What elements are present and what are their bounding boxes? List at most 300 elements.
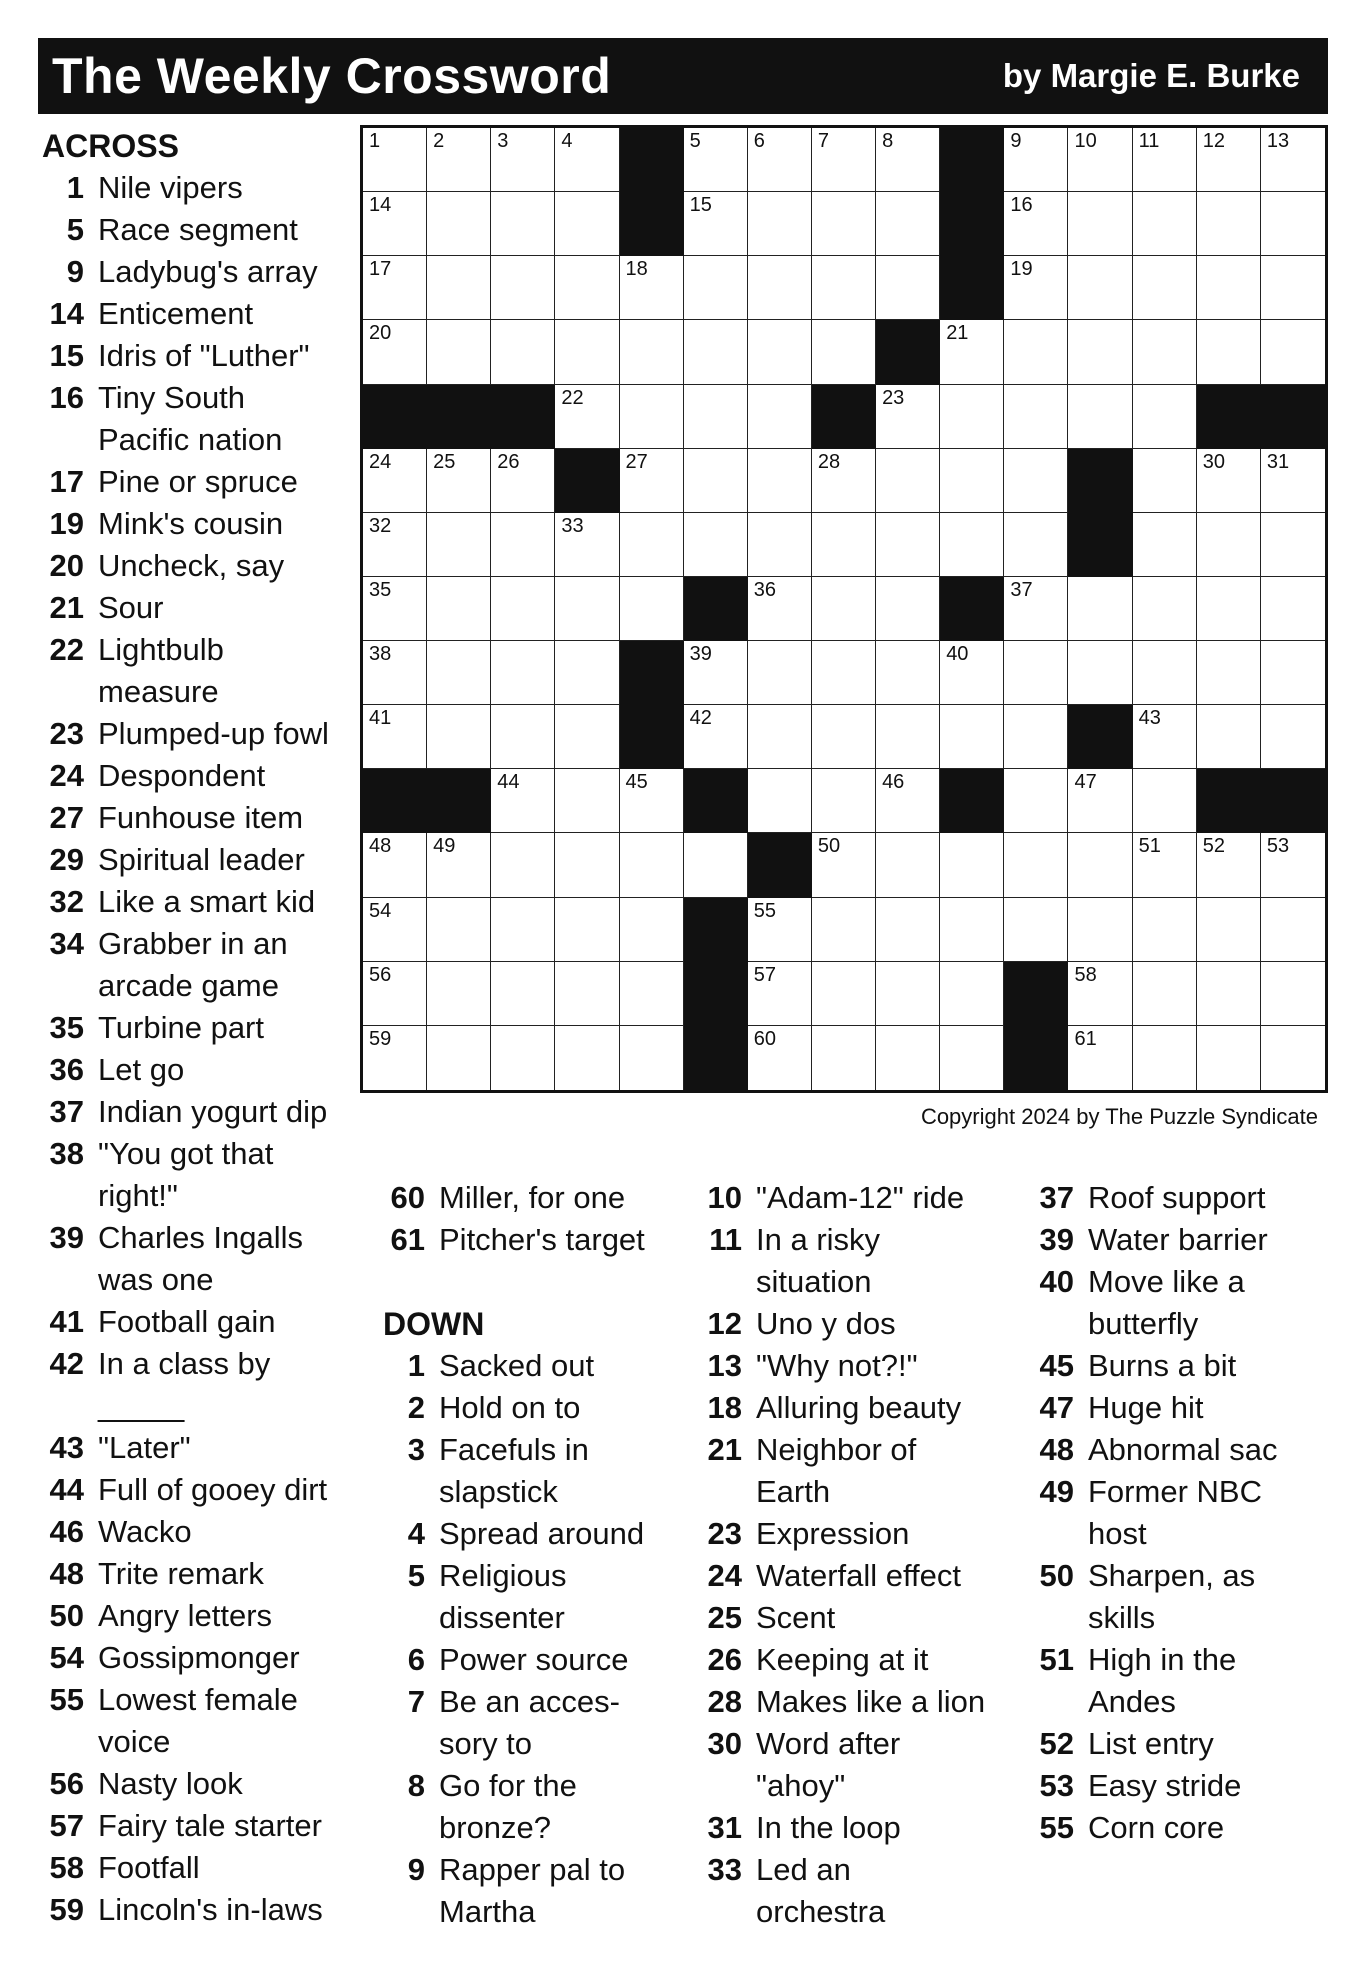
grid-cell[interactable]	[940, 962, 1004, 1026]
grid-cell[interactable]	[427, 577, 491, 641]
grid-cell[interactable]	[1197, 1026, 1261, 1090]
grid-cell[interactable]	[555, 577, 619, 641]
grid-block	[1197, 385, 1261, 449]
grid-cell[interactable]	[748, 1026, 812, 1090]
grid-cell[interactable]	[812, 1026, 876, 1090]
clue-number: 7	[407, 1684, 425, 1719]
grid-cell[interactable]	[1261, 128, 1325, 192]
grid-cell[interactable]	[427, 833, 491, 897]
clue-text: Charles Ingalls	[98, 1220, 304, 1255]
clue-number: 6	[407, 1642, 425, 1677]
grid-cell[interactable]	[1004, 513, 1068, 577]
cell-number: 50	[817, 835, 841, 858]
grid-cell[interactable]	[1068, 385, 1132, 449]
grid-cell[interactable]	[1133, 962, 1197, 1026]
grid-cell[interactable]	[748, 256, 812, 320]
grid-cell[interactable]	[1261, 577, 1325, 641]
grid-cell[interactable]	[940, 385, 1004, 449]
grid-cell[interactable]	[876, 705, 940, 769]
clue-number	[42, 1175, 84, 1217]
clue-number: 13	[707, 1348, 742, 1383]
clue-text: Plumped-up fowl	[98, 716, 329, 751]
grid-cell[interactable]	[363, 898, 427, 962]
grid-block	[684, 1026, 748, 1090]
grid-block	[620, 128, 684, 192]
grid-cell[interactable]	[876, 513, 940, 577]
grid-cell[interactable]	[1004, 641, 1068, 705]
grid-cell[interactable]	[427, 256, 491, 320]
grid-cell[interactable]	[491, 577, 555, 641]
grid-cell[interactable]	[427, 705, 491, 769]
grid-cell[interactable]	[1197, 320, 1261, 384]
grid-cell[interactable]	[1197, 962, 1261, 1026]
grid-cell[interactable]	[940, 449, 1004, 513]
clue-line	[42, 923, 352, 965]
grid-cell[interactable]	[940, 705, 1004, 769]
grid-cell[interactable]	[748, 898, 812, 962]
clue-line	[1032, 1597, 1332, 1639]
grid-cell[interactable]	[1133, 1026, 1197, 1090]
clue-number: 44	[49, 1472, 84, 1507]
grid-cell[interactable]	[491, 192, 555, 256]
clue-text: Gossipmonger	[98, 1640, 300, 1675]
cell-number: 53	[1266, 835, 1290, 858]
grid-cell[interactable]	[1068, 641, 1132, 705]
clue-text: Angry letters	[98, 1598, 273, 1633]
grid-cell[interactable]	[1004, 705, 1068, 769]
grid-cell[interactable]	[1133, 385, 1197, 449]
grid-cell[interactable]	[1004, 192, 1068, 256]
clue-line	[42, 1679, 352, 1721]
clue-line	[700, 1597, 1020, 1639]
clue-number: 43	[49, 1430, 84, 1465]
grid-cell[interactable]	[363, 641, 427, 705]
grid-cell[interactable]	[1261, 962, 1325, 1026]
grid-cell[interactable]	[1261, 256, 1325, 320]
grid-cell[interactable]	[1004, 449, 1068, 513]
grid-cell[interactable]	[876, 833, 940, 897]
grid-cell[interactable]	[363, 577, 427, 641]
grid-cell[interactable]	[1197, 449, 1261, 513]
clue-text: Pacific nation	[98, 422, 283, 457]
grid-cell[interactable]	[620, 1026, 684, 1090]
clue-line	[383, 1849, 693, 1891]
clue-line	[700, 1513, 1020, 1555]
grid-cell[interactable]	[1068, 320, 1132, 384]
clue-line	[1032, 1639, 1332, 1681]
grid-cell[interactable]	[1133, 769, 1197, 833]
grid-cell[interactable]	[940, 641, 1004, 705]
grid-cell[interactable]	[940, 320, 1004, 384]
grid-cell[interactable]	[1197, 128, 1261, 192]
grid-cell[interactable]	[363, 833, 427, 897]
grid-cell[interactable]	[427, 1026, 491, 1090]
grid-cell[interactable]	[1261, 320, 1325, 384]
cell-number: 47	[1074, 771, 1097, 794]
cell-number: 1	[369, 130, 381, 152]
grid-cell[interactable]	[748, 641, 812, 705]
grid-cell[interactable]	[940, 898, 1004, 962]
grid-cell[interactable]	[491, 898, 555, 962]
clue-number: 26	[707, 1642, 742, 1677]
grid-cell[interactable]	[1197, 513, 1261, 577]
grid-cell[interactable]	[1261, 641, 1325, 705]
clue-text: Be an acces-	[439, 1684, 620, 1719]
grid-cell[interactable]	[427, 641, 491, 705]
clue-text: was one	[98, 1262, 214, 1297]
clue-text: Earth	[756, 1474, 831, 1509]
clue-number: 50	[1039, 1558, 1074, 1593]
clue-line	[383, 1345, 693, 1387]
grid-cell[interactable]	[684, 385, 748, 449]
clue-text: host	[1088, 1516, 1147, 1551]
clue-text: "Later"	[98, 1430, 191, 1465]
grid-cell[interactable]	[812, 320, 876, 384]
grid-cell[interactable]	[491, 769, 555, 833]
grid-cell[interactable]	[1133, 192, 1197, 256]
clue-text: butterfly	[1088, 1306, 1199, 1341]
grid-cell[interactable]	[1133, 449, 1197, 513]
cell-number: 32	[369, 514, 392, 537]
grid-cell[interactable]	[427, 128, 491, 192]
grid-cell[interactable]	[940, 1026, 1004, 1090]
grid-cell[interactable]	[1004, 769, 1068, 833]
copyright-notice: Copyright 2024 by The Puzzle Syndicate	[920, 1104, 1318, 1129]
grid-cell[interactable]	[684, 449, 748, 513]
grid-cell[interactable]	[555, 128, 619, 192]
clue-text: Led an	[756, 1852, 851, 1887]
clue-number: 5	[66, 212, 84, 247]
grid-cell[interactable]	[1133, 320, 1197, 384]
grid-cell[interactable]	[555, 513, 619, 577]
grid-cell[interactable]	[1068, 577, 1132, 641]
grid-cell[interactable]	[620, 256, 684, 320]
grid-cell[interactable]	[491, 513, 555, 577]
grid-cell[interactable]	[363, 705, 427, 769]
grid-cell[interactable]	[1197, 898, 1261, 962]
clue-line	[42, 755, 352, 797]
clue-line	[1032, 1303, 1332, 1345]
grid-cell[interactable]	[1261, 898, 1325, 962]
grid-cell[interactable]	[812, 256, 876, 320]
clue-number: 57	[49, 1808, 84, 1843]
clue-number	[42, 965, 84, 1007]
grid-cell[interactable]	[748, 385, 812, 449]
grid-cell[interactable]	[748, 513, 812, 577]
grid-cell[interactable]	[684, 641, 748, 705]
clue-text: Sacked out	[439, 1348, 595, 1383]
grid-cell[interactable]	[1133, 898, 1197, 962]
grid-cell[interactable]	[812, 705, 876, 769]
grid-cell[interactable]	[1004, 833, 1068, 897]
grid-cell[interactable]	[876, 385, 940, 449]
grid-cell[interactable]	[555, 833, 619, 897]
clue-number: 28	[707, 1684, 742, 1719]
clue-text: High in the	[1088, 1642, 1237, 1677]
grid-cell[interactable]	[1197, 256, 1261, 320]
grid-cell[interactable]	[876, 641, 940, 705]
cell-number: 41	[369, 707, 392, 730]
grid-cell[interactable]	[1004, 320, 1068, 384]
grid-cell[interactable]	[684, 192, 748, 256]
grid-cell[interactable]	[1004, 128, 1068, 192]
grid-cell[interactable]	[620, 833, 684, 897]
grid-cell[interactable]	[1133, 128, 1197, 192]
clue-text: Keeping at it	[756, 1642, 929, 1677]
grid-cell[interactable]	[748, 577, 812, 641]
spacer	[383, 1261, 693, 1303]
grid-cell[interactable]	[1068, 1026, 1132, 1090]
clue-number: 40	[1039, 1264, 1074, 1299]
grid-cell[interactable]	[812, 641, 876, 705]
grid-cell[interactable]	[620, 898, 684, 962]
grid-cell[interactable]	[555, 705, 619, 769]
grid-cell[interactable]	[1261, 705, 1325, 769]
clue-number: 56	[49, 1766, 84, 1801]
grid-cell[interactable]	[1068, 192, 1132, 256]
clue-line	[700, 1807, 1020, 1849]
grid-cell[interactable]	[1261, 1026, 1325, 1090]
crossword-grid[interactable]	[360, 125, 1328, 1093]
grid-cell[interactable]	[1068, 833, 1132, 897]
grid-cell[interactable]	[748, 449, 812, 513]
clue-text: Move like a	[1088, 1264, 1245, 1299]
grid-cell[interactable]	[876, 1026, 940, 1090]
grid-cell[interactable]	[748, 320, 812, 384]
grid-cell[interactable]	[555, 898, 619, 962]
clue-number: 51	[1039, 1642, 1074, 1677]
grid-cell[interactable]	[1133, 833, 1197, 897]
grid-cell[interactable]	[555, 1026, 619, 1090]
grid-cell[interactable]	[491, 641, 555, 705]
grid-cell[interactable]	[684, 705, 748, 769]
grid-cell[interactable]	[620, 320, 684, 384]
clue-text: Andes	[1088, 1684, 1176, 1719]
grid-cell[interactable]	[491, 256, 555, 320]
clue-number: 39	[49, 1220, 84, 1255]
grid-cell[interactable]	[491, 833, 555, 897]
grid-cell[interactable]	[1068, 256, 1132, 320]
grid-cell[interactable]	[876, 898, 940, 962]
grid-cell[interactable]	[876, 128, 940, 192]
clue-text: Expression	[756, 1516, 910, 1551]
clue-line	[42, 1637, 352, 1679]
grid-cell[interactable]	[876, 962, 940, 1026]
clue-text: Corn core	[1088, 1810, 1225, 1845]
clue-line	[700, 1303, 1020, 1345]
grid-cell[interactable]	[555, 769, 619, 833]
grid-cell[interactable]	[427, 320, 491, 384]
clue-line	[700, 1261, 1020, 1303]
grid-cell[interactable]	[1261, 833, 1325, 897]
grid-cell[interactable]	[1133, 641, 1197, 705]
cell-number: 24	[369, 450, 392, 473]
clue-number	[383, 1891, 425, 1933]
grid-cell[interactable]	[620, 385, 684, 449]
grid-cell[interactable]	[620, 513, 684, 577]
grid-cell[interactable]	[1133, 513, 1197, 577]
grid-cell[interactable]	[491, 962, 555, 1026]
grid-cell[interactable]	[1197, 192, 1261, 256]
cell-number: 45	[625, 771, 648, 794]
grid-cell[interactable]	[363, 320, 427, 384]
grid-cell[interactable]	[363, 128, 427, 192]
grid-cell[interactable]	[876, 577, 940, 641]
cell-number: 20	[369, 322, 392, 345]
grid-cell[interactable]	[748, 192, 812, 256]
grid-cell[interactable]	[812, 898, 876, 962]
grid-cell[interactable]	[427, 962, 491, 1026]
clue-number: 29	[49, 842, 84, 877]
grid-cell[interactable]	[940, 513, 1004, 577]
grid-cell[interactable]	[620, 577, 684, 641]
grid-cell[interactable]	[748, 705, 812, 769]
grid-cell[interactable]	[1197, 577, 1261, 641]
grid-cell[interactable]	[491, 1026, 555, 1090]
grid-cell[interactable]	[684, 256, 748, 320]
puzzle-title: The Weekly Crossword	[52, 48, 612, 104]
clue-line	[700, 1639, 1020, 1681]
clue-line	[42, 629, 352, 671]
grid-cell[interactable]	[620, 449, 684, 513]
grid-cell[interactable]	[684, 128, 748, 192]
grid-cell[interactable]	[1197, 641, 1261, 705]
grid-cell[interactable]	[812, 962, 876, 1026]
grid-block	[1261, 385, 1325, 449]
grid-cell[interactable]	[1261, 513, 1325, 577]
clue-text: Scent	[756, 1600, 836, 1635]
grid-cell[interactable]	[620, 769, 684, 833]
clue-text: Spread around	[439, 1516, 645, 1551]
cell-number: 54	[369, 899, 392, 922]
grid-cell[interactable]	[812, 192, 876, 256]
clue-text: Huge hit	[1088, 1390, 1204, 1425]
grid-cell[interactable]	[940, 833, 1004, 897]
clue-text: Sharpen, as	[1088, 1558, 1256, 1593]
grid-cell[interactable]	[1133, 705, 1197, 769]
grid-cell[interactable]	[1197, 705, 1261, 769]
grid-cell[interactable]	[812, 833, 876, 897]
cell-number: 8	[882, 130, 894, 152]
grid-cell[interactable]	[1004, 577, 1068, 641]
grid-cell[interactable]	[1261, 192, 1325, 256]
grid-cell[interactable]	[748, 769, 812, 833]
grid-cell[interactable]	[812, 513, 876, 577]
grid-cell[interactable]	[491, 449, 555, 513]
grid-cell[interactable]	[812, 449, 876, 513]
grid-cell[interactable]	[427, 192, 491, 256]
grid-cell[interactable]	[1004, 898, 1068, 962]
grid-cell[interactable]	[555, 192, 619, 256]
clue-line	[42, 1889, 352, 1931]
grid-cell[interactable]	[1004, 385, 1068, 449]
grid-cell[interactable]	[363, 192, 427, 256]
clue-line	[42, 797, 352, 839]
grid-cell[interactable]	[1068, 128, 1132, 192]
grid-cell[interactable]	[812, 769, 876, 833]
clue-number: 31	[707, 1810, 742, 1845]
grid-cell[interactable]	[1068, 769, 1132, 833]
clue-line	[383, 1807, 693, 1849]
grid-cell[interactable]	[363, 449, 427, 513]
grid-cell[interactable]	[555, 641, 619, 705]
clue-number: 24	[707, 1558, 742, 1593]
grid-cell[interactable]	[1133, 256, 1197, 320]
clue-text: "You got that	[98, 1136, 274, 1171]
clue-section-heading: DOWN	[383, 1306, 485, 1342]
grid-block	[1004, 962, 1068, 1026]
clue-line	[42, 461, 352, 503]
grid-cell[interactable]	[1197, 833, 1261, 897]
grid-cell[interactable]	[876, 192, 940, 256]
clue-number: 37	[49, 1094, 84, 1129]
grid-cell[interactable]	[812, 128, 876, 192]
clue-line	[383, 1891, 693, 1933]
grid-cell[interactable]	[491, 705, 555, 769]
grid-cell[interactable]	[748, 128, 812, 192]
grid-cell[interactable]	[876, 256, 940, 320]
grid-cell[interactable]	[491, 128, 555, 192]
grid-cell[interactable]	[876, 449, 940, 513]
clue-number	[1032, 1681, 1074, 1723]
grid-cell[interactable]	[363, 513, 427, 577]
grid-block	[940, 256, 1004, 320]
grid-cell[interactable]	[491, 320, 555, 384]
grid-cell[interactable]	[427, 513, 491, 577]
grid-cell[interactable]	[876, 769, 940, 833]
grid-cell[interactable]	[812, 577, 876, 641]
clue-text: situation	[756, 1264, 872, 1299]
grid-cell[interactable]	[363, 1026, 427, 1090]
grid-cell[interactable]	[620, 962, 684, 1026]
clue-line	[383, 1597, 693, 1639]
grid-cell[interactable]	[1068, 898, 1132, 962]
clue-line	[42, 167, 352, 209]
clue-number: 20	[49, 548, 84, 583]
grid-cell[interactable]	[1068, 962, 1132, 1026]
grid-cell[interactable]	[427, 898, 491, 962]
clue-line	[700, 1345, 1020, 1387]
grid-cell[interactable]	[555, 320, 619, 384]
clue-line	[700, 1891, 1020, 1933]
clue-line	[42, 1343, 352, 1385]
grid-cell[interactable]	[1004, 256, 1068, 320]
grid-cell[interactable]	[555, 385, 619, 449]
grid-cell[interactable]	[684, 320, 748, 384]
clue-number: 42	[49, 1346, 84, 1381]
clue-number: 9	[407, 1852, 425, 1887]
clue-text: measure	[98, 674, 219, 709]
clue-line	[42, 587, 352, 629]
clue-text: Mink's cousin	[98, 506, 284, 541]
grid-cell[interactable]	[684, 513, 748, 577]
grid-cell[interactable]	[363, 962, 427, 1026]
cell-number: 37	[1010, 578, 1033, 601]
puzzle-header	[38, 38, 1328, 114]
grid-cell[interactable]	[748, 962, 812, 1026]
clue-text: orchestra	[756, 1894, 886, 1929]
cell-number: 51	[1138, 835, 1161, 858]
clue-text: Ladybug's array	[98, 254, 318, 289]
grid-cell[interactable]	[684, 833, 748, 897]
grid-cell[interactable]	[363, 256, 427, 320]
grid-cell[interactable]	[1261, 449, 1325, 513]
grid-cell[interactable]	[555, 962, 619, 1026]
grid-cell[interactable]	[1133, 577, 1197, 641]
grid-cell[interactable]	[427, 449, 491, 513]
cell-number: 13	[1266, 130, 1290, 152]
grid-cell[interactable]	[555, 256, 619, 320]
